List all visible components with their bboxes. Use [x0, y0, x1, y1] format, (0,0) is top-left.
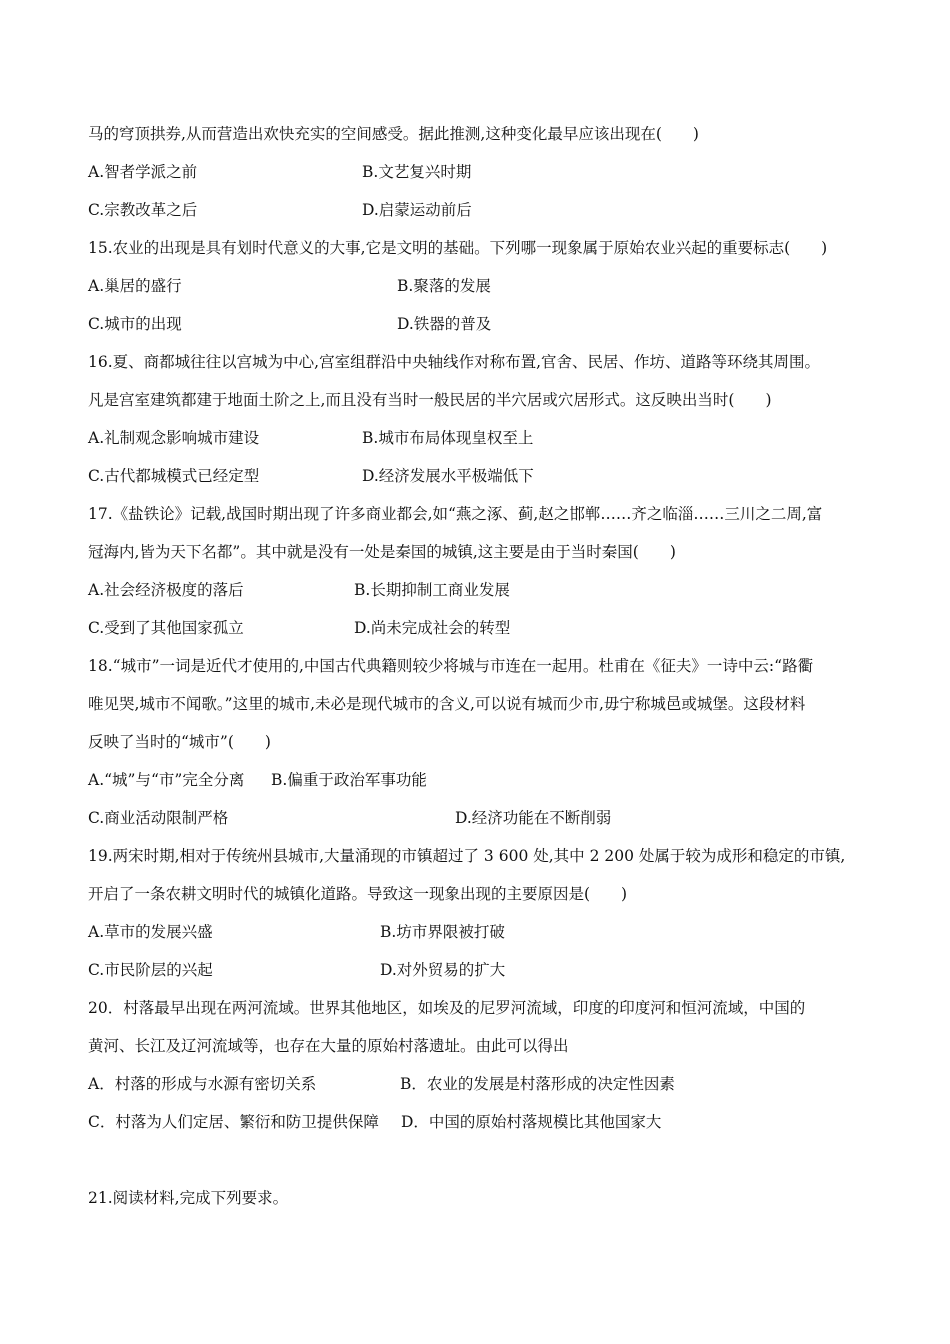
q15-option-b: B.聚落的发展 [397, 277, 491, 295]
q17-stem-line-2: 冠海内,皆为天下名都”。其中就是没有一处是秦国的城镇,这主要是由于当时秦国( ) [88, 543, 676, 561]
q17-stem-line-1: 17.《盐铁论》记载,战国时期出现了许多商业都会,如“燕之涿、蓟,赵之邯郸……齐之临淄……三川之二周,富 [88, 505, 823, 523]
q18-option-a: A.“城”与“市”完全分离 [88, 771, 245, 789]
q17-option-d: D.尚未完成社会的转型 [354, 619, 511, 637]
q19-option-a: A.草市的发展兴盛 [88, 923, 213, 941]
q20-stem-line-1: 20．村落最早出现在两河流域。世界其他地区，如埃及的尼罗河流域，印度的印度河和恒河流域，中国的 [88, 999, 806, 1017]
q17-option-c: C.受到了其他国家孤立 [88, 619, 244, 637]
q14-stem-tail: 马的穹顶拱券,从而营造出欢快充实的空间感受。据此推测,这种变化最早应该出现在( ) [88, 125, 699, 143]
q18-stem-line-2: 唯见哭,城市不闻歌。”这里的城市,未必是现代城市的含义,可以说有城而少市,毋宁称城邑或城堡。这段材料 [88, 695, 806, 713]
q19-option-b: B.坊市界限被打破 [380, 923, 505, 941]
q18-option-d: D.经济功能在不断削弱 [455, 809, 612, 827]
q15-option-d: D.铁器的普及 [397, 315, 492, 333]
q15-option-c: C.城市的出现 [88, 315, 182, 333]
q21-stem: 21.阅读材料,完成下列要求。 [88, 1189, 289, 1207]
q17-option-b: B.长期抑制工商业发展 [354, 581, 510, 599]
q14-option-a: A.智者学派之前 [88, 163, 198, 181]
q16-stem-line-2: 凡是宫室建筑都建于地面土阶之上,而且没有当时一般民居的半穴居或穴居形式。这反映出当时( ) [88, 391, 772, 409]
q14-option-b: B.文艺复兴时期 [362, 163, 472, 181]
q19-option-c: C.市民阶层的兴起 [88, 961, 213, 979]
q16-stem-line-1: 16.夏、商都城往往以宫城为中心,宫室组群沿中央轴线作对称布置,官舍、民居、作坊、道路等环绕其周围。 [88, 353, 821, 371]
q20-option-c: C．村落为人们定居、繁衍和防卫提供保障 [88, 1113, 379, 1131]
q18-option-b: B.偏重于政治军事功能 [271, 771, 427, 789]
q18-stem-line-3: 反映了当时的“城市”( ) [88, 733, 271, 751]
q15-option-a: A.巢居的盛行 [88, 277, 182, 295]
q14-option-d: D.启蒙运动前后 [362, 201, 472, 219]
q18-stem-line-1: 18.“城市”一词是近代才使用的,中国古代典籍则较少将城与市连在一起用。杜甫在《征夫》一诗中云:“路衢 [88, 657, 814, 675]
q16-option-c: C.古代都城模式已经定型 [88, 467, 260, 485]
q16-option-b: B.城市布局体现皇权至上 [362, 429, 534, 447]
q20-option-d: D．中国的原始村落规模比其他国家大 [401, 1113, 662, 1131]
q17-option-a: A.社会经济极度的落后 [88, 581, 244, 599]
q19-stem-line-1: 19.两宋时期,相对于传统州县城市,大量涌现的市镇超过了 3 600 处,其中 2 200 处属于较为成形和稳定的市镇, [88, 847, 846, 865]
q19-stem-line-2: 开启了一条农耕文明时代的城镇化道路。导致这一现象出现的主要原因是( ) [88, 885, 628, 903]
q14-option-c: C.宗教改革之后 [88, 201, 198, 219]
q20-option-b: B．农业的发展是村落形成的决定性因素 [400, 1075, 675, 1093]
q16-option-a: A.礼制观念影响城市建设 [88, 429, 260, 447]
q15-stem: 15.农业的出现是具有划时代意义的大事,它是文明的基础。下列哪一现象属于原始农业兴起的重要标志( ) [88, 239, 828, 257]
q20-option-a: A．村落的形成与水源有密切关系 [88, 1075, 317, 1093]
q16-option-d: D.经济发展水平极端低下 [362, 467, 534, 485]
q19-option-d: D.对外贸易的扩大 [380, 961, 506, 979]
q18-option-c: C.商业活动限制严格 [88, 809, 229, 827]
q20-stem-line-2: 黄河、长江及辽河流域等，也存在大量的原始村落遗址。由此可以得出 [88, 1037, 569, 1055]
